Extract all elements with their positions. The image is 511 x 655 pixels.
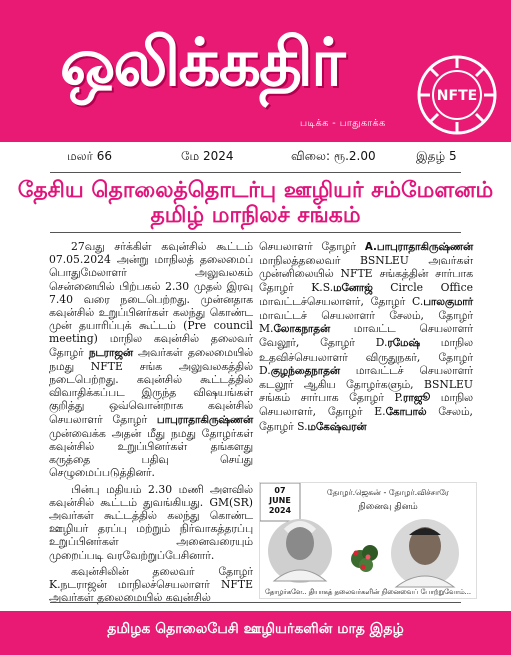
nfte-logo xyxy=(416,54,498,136)
date-year: 2024 xyxy=(268,506,292,515)
headline-line-2: தமிழ் மாநிலச் சங்கம் xyxy=(150,203,361,228)
article-text: Circle Office மாவட்டச்செயலாளர், தோழர் C. xyxy=(259,280,474,308)
headline-divider xyxy=(50,232,461,233)
date-month: JUNE xyxy=(269,496,291,505)
person-name: மகேஷ்வரன் xyxy=(307,420,367,433)
newspaper-title: ஒலிக்கதிர் xyxy=(60,24,344,101)
article-text: மாநிலத்தலைவர் BSNLEU அவர்கள் முன்னிலையில் NFTE சங்கத்தின் சார்பாக தோழர் K.S. xyxy=(259,254,473,294)
article-text: சேலம், தோழர் S. xyxy=(259,405,473,433)
memorial-caption: தோழர்களே.. தியாகத் தலைவர்களின் நினைவைப் போற்றுவோம்... xyxy=(264,588,472,596)
article-text: மாவட்டச் செயலாளர் சேலம், தோழர் M. xyxy=(259,309,473,336)
date-day: 07 xyxy=(274,486,286,495)
person-name: கோபால் xyxy=(385,406,427,419)
person-name: பாபுராதாகிருஷ்ணன் xyxy=(156,413,253,426)
article-right-column xyxy=(259,240,473,437)
article-paragraph xyxy=(259,240,473,434)
memorial-graphic xyxy=(260,483,476,598)
footer-text: தமிழக தொலைபேசி ஊழியர்களின் மாத இதழ் xyxy=(107,621,404,637)
bottom-divider xyxy=(50,602,461,603)
article-paragraph: பின்பு மதியம் 2.30 மணி அளவில் கவுன்சில் கூட்டம் துவங்கியது. GM(SR) அவர்கள் கூட்டத்தில் கலந்து கொண்ட ஊழியர் தரப்பு மற்றும் நிர்வாகத்தரப்பு உறுப்பினர்கள் அனைவரையும் முறைப்படி வரவேற்றுப்பேசினார். xyxy=(49,482,253,562)
person-name: குழந்தைநாதன் xyxy=(270,364,340,377)
top-divider xyxy=(50,172,461,173)
nfte-logo-text: NFTE xyxy=(436,88,478,104)
portrait-left xyxy=(268,519,332,583)
issue-price: விலை: ரூ.2.00 xyxy=(291,149,376,163)
article-paragraph xyxy=(49,240,253,480)
article-text: மாநில செயலாளர், தோழர் E. xyxy=(259,391,473,419)
article-text: மாநில உதவிச்செயலாளர் விருதுநகர், தோழர் D. xyxy=(259,336,473,377)
flower-bouquet xyxy=(351,545,378,572)
person-name: ரமேஷ் xyxy=(387,337,420,350)
issue-volume: மலர் 66 xyxy=(67,149,112,163)
person-name: A.பாபுராதாகிருஷ்ணன் xyxy=(364,241,473,253)
person-name: ராஜூ xyxy=(403,392,431,405)
article-text: முன்வைக்க அதன் மீது நமது தோழர்கள் கவுன்சில் உறுப்பினர்கள் தங்களது கருத்தை பதிவு செய்து செழுமைப்படுத்தினர். xyxy=(49,426,253,480)
article-left-column xyxy=(49,240,253,607)
headline-line-1: தேசிய தொலைத்தொடர்பு ஊழியர் சம்மேளனம் xyxy=(17,178,494,203)
newspaper-tagline: படிக்க - பாதுகாக்க xyxy=(300,118,386,129)
article-text: அவர்கள் தலைமையில் நமது NFTE சங்க அலுவலகத்தில் நடைபெற்றது. கவுன்சில் கூட்டத்தில் விவாதிக்கப்பட இருந்த விஷயங்கள் குறித்து ஒவ்வொன்றாக கவுன்சில் செயலாளர் தோழர் xyxy=(49,345,253,426)
person-name: லோகநாதன் xyxy=(273,323,331,336)
masthead-banner xyxy=(0,0,511,142)
person-name: பாலகுமார் xyxy=(423,295,473,308)
issue-info-bar xyxy=(0,142,511,170)
person-name: நடராஜன் xyxy=(88,346,133,359)
article-text: 27வது சர்க்கிள் கவுன்சில் கூட்டம் 07.05.2024 அன்று மாநிலத் தலைமைப் பொதுமேலாளர் அலுவலகம் சென்னையில் பிற்பகல் 2.30 முதல் இரவு 7.40 வரை நடைபெற்றது. முன்னதாக கவுன்சில் உறுப்பினர்கள் கலந்து கொண்ட முன் தயாரிப்புக் கூட்டம் (Pre council meeting) மாநில கவுன்சில் தலைவர் தோழர் xyxy=(49,240,253,359)
memorial-panel xyxy=(259,482,477,599)
memorial-title-1: தோழர்.ஜெகன் - தோழர்.விச்சாரே xyxy=(326,488,450,497)
headline xyxy=(0,178,511,228)
issue-number: இதழ் 5 xyxy=(416,149,457,163)
article-text: மாவட்ட செயலாளர் வேலூர், தோழர் D. xyxy=(259,322,473,350)
issue-month: மே 2024 xyxy=(181,149,234,163)
person-name: மனோஜ் xyxy=(333,281,373,294)
portrait-right xyxy=(391,519,459,587)
memorial-title-2: நினைவு தினம் xyxy=(358,502,418,512)
article-text: செயலாளர் தோழர் xyxy=(259,240,365,253)
article-paragraph: கவுன்சிலின் தலைவர் தோழர் K.நடராஜன் மாநிலச்செயலாளர் NFTE அவர்கள் தலைமையில் கவுன்சில் xyxy=(49,564,253,605)
article-text: மாவட்டச் செயலாளர் கடலூர் ஆகிய தோழர்களும், BSNLEU சங்கம் சார்பாக தோழர் P. xyxy=(259,363,473,405)
